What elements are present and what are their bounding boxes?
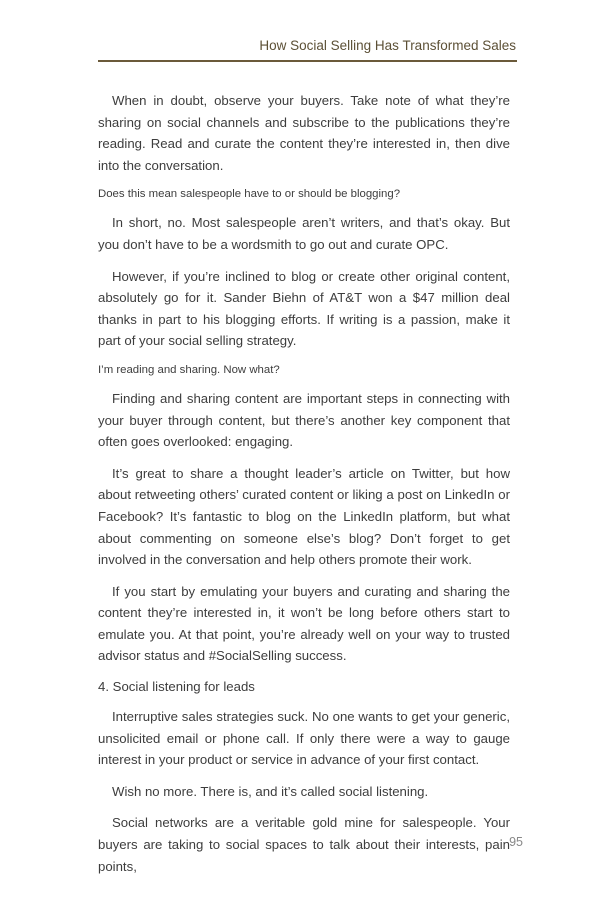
running-header: How Social Selling Has Transformed Sales <box>259 38 516 53</box>
paragraph: Wish no more. There is, and it’s called social listening. <box>112 783 429 799</box>
section-heading: 4. Social listening for leads <box>98 679 255 695</box>
page-body <box>98 90 510 887</box>
paragraph: Interruptive sales strategies suck. No one wants to get your generic, unsolicited email or phone call. If only there were a way to gauge interest in your product or service in advance of your first contact. <box>98 709 510 768</box>
paragraph: However, if you’re inclined to blog or create other original content, absolutely go for it. Sander Biehn of AT&T won a $47 million deal thanks in part to his blogging efforts. If writing is a passion, make it part of your social selling strategy. <box>98 268 510 349</box>
question-heading: I’m reading and sharing. Now what? <box>98 363 280 376</box>
question-heading: Does this mean salespeople have to or should be blogging? <box>98 188 401 201</box>
paragraph: Social networks are a veritable gold mine for salespeople. Your buyers are taking to social spaces to talk about their interests, pain points, <box>98 815 510 874</box>
paragraph: When in doubt, observe your buyers. Take note of what they’re sharing on social channels and subscribe to the publications they’re reading. Read and curate the content they’re interested in, then dive into the conversation. <box>98 93 510 173</box>
paragraph: In short, no. Most salespeople aren’t writers, and that’s okay. But you don’t have to be a wordsmith to go out and curate OPC. <box>98 215 510 252</box>
paragraph: It’s great to share a thought leader’s article on Twitter, but how about retweeting others’ curated content or liking a post on LinkedIn or Facebook? It’s fantastic to blog on the LinkedIn platform, but what about commenting on someone else’s blog? Don’t forget to get involved in the conversation and help others promote their work. <box>98 465 510 568</box>
paragraph: Finding and sharing content are important steps in connecting with your buyer through content, but there’s another key component that often goes overlooked: engaging. <box>98 390 510 450</box>
header-divider <box>98 60 517 62</box>
page-number: 95 <box>509 835 523 849</box>
paragraph: If you start by emulating your buyers and curating and sharing the content they’re interested in, it won’t be long before others start to emulate you. At that point, you’re already well on your way to trusted advisor status and #SocialSelling success. <box>98 583 510 664</box>
